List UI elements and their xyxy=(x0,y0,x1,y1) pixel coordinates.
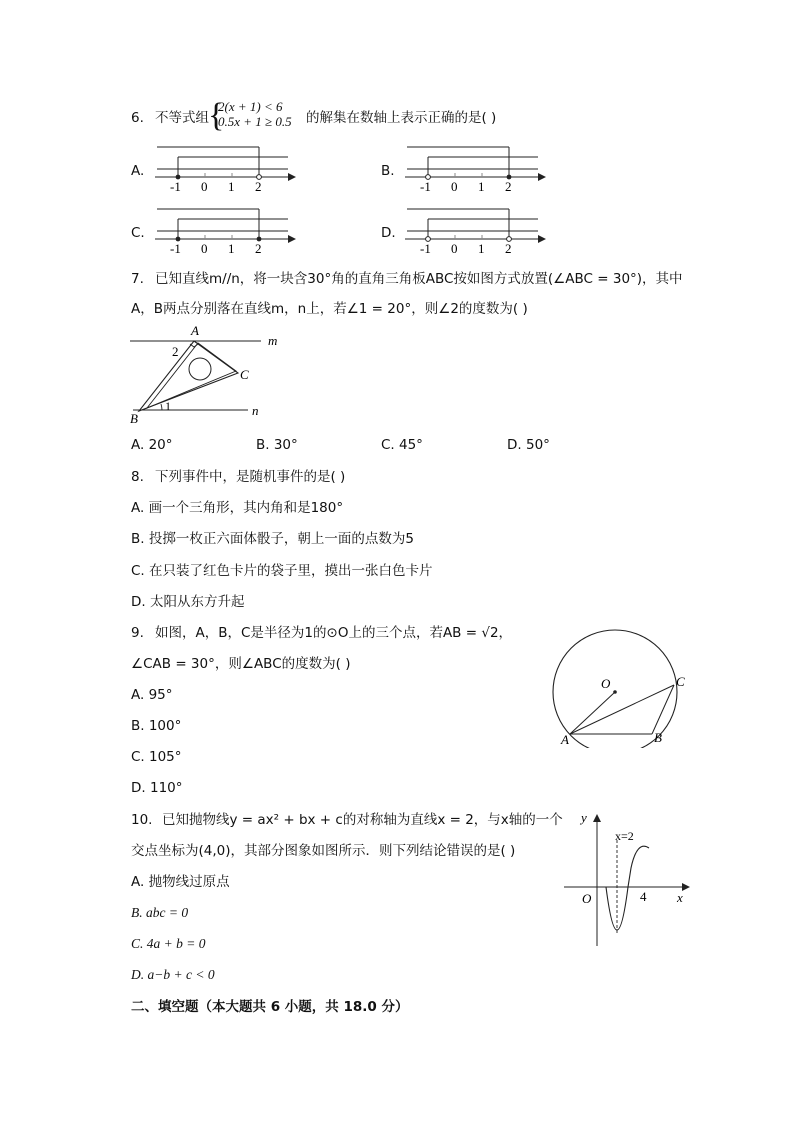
q8-option-c: C. 在只装了红色卡片的袋子里，摸出一张白色卡片 xyxy=(131,563,433,579)
tick-label: -1 xyxy=(170,179,181,194)
tick-label: 0 xyxy=(201,179,208,194)
q7-stem-line2: A，B两点分别落在直线m，n上，若∠1 = 20°，则∠2的度数为( ) xyxy=(131,301,528,317)
label-o: O xyxy=(601,676,611,691)
q10-stem-line1: 已知抛物线y = ax² + bx + c的对称轴为直线x = 2，与x轴的一个 xyxy=(162,812,563,828)
q9-stem-line1: 如图，A，B，C是半径为1的⊙O上的三个点，若AB = √2， xyxy=(155,625,513,641)
q8-option-b: B. 投掷一枚正六面体骰子，朝上一面的点数为5 xyxy=(131,531,414,547)
tick-label: 1 xyxy=(228,179,235,194)
q10-option-d: D. a−b + c < 0 xyxy=(131,967,215,982)
label-y: y xyxy=(581,810,587,825)
q6-number: 6. xyxy=(131,110,144,126)
tick-label: 2 xyxy=(505,179,512,194)
q10-option-c: C. 4a + b = 0 xyxy=(131,936,206,951)
q8-option-a: A. 画一个三角形，其内角和是180° xyxy=(131,500,344,516)
label-m: m xyxy=(268,333,278,348)
label-a: A xyxy=(191,324,199,338)
q6-option-c-label: C. xyxy=(131,225,145,241)
q9-stem-line2: ∠CAB = 30°，则∠ABC的度数为( ) xyxy=(131,656,351,672)
q6-stem-post: 的解集在数轴上表示正确的是( ) xyxy=(306,110,497,126)
label-x: x xyxy=(677,890,683,905)
q10-stem-line2: 交点坐标为(4,0)，其部分图象如图所示．则下列结论错误的是( ) xyxy=(131,843,516,859)
label-angle-2: 2 xyxy=(172,344,179,359)
tick-label: 2 xyxy=(255,241,262,256)
tick-label: 0 xyxy=(451,241,458,256)
q6-stem-pre: 不等式组 xyxy=(155,110,209,126)
number-line-d xyxy=(400,207,550,257)
tick-label: 1 xyxy=(478,179,485,194)
label-c: C xyxy=(240,367,249,382)
number-line-a xyxy=(150,145,300,195)
section-2-heading: 二、填空题（本大题共 6 小题，共 18.0 分） xyxy=(131,999,409,1015)
q9-option-b: B. 100° xyxy=(131,718,182,734)
label-b: B xyxy=(654,730,662,745)
number-line-c xyxy=(150,207,300,257)
label-angle-1: 1 xyxy=(165,399,171,413)
q7-option-d: D. 50° xyxy=(507,437,550,453)
label-axis: x=2 xyxy=(615,829,634,843)
system-brace: { xyxy=(208,97,225,134)
tick-label: -1 xyxy=(170,241,181,256)
label-n: n xyxy=(252,403,259,418)
q9-number: 9. xyxy=(131,625,144,641)
q8-option-d: D. 太阳从东方升起 xyxy=(131,594,245,610)
tick-label: 0 xyxy=(451,179,458,194)
q10-number: 10. xyxy=(131,812,153,828)
q7-option-b: B. 30° xyxy=(256,437,298,453)
tick-label: 1 xyxy=(228,241,235,256)
q9-option-a: A. 95° xyxy=(131,687,173,703)
q6-system-line2: 0.5x + 1 ≥ 0.5 xyxy=(218,114,292,129)
q9-circle-figure xyxy=(548,624,698,748)
tick-label: -1 xyxy=(420,241,431,256)
q6-option-b-label: B. xyxy=(381,163,395,179)
q7-stem-line1: 已知直线m//n，将一块含30°角的直角三角板ABC按如图方式放置(∠ABC = 30°)，其中 xyxy=(155,271,683,287)
label-four: 4 xyxy=(640,889,647,904)
q7-option-a: A. 20° xyxy=(131,437,173,453)
q10-parabola-figure xyxy=(560,810,692,950)
tick-label: 0 xyxy=(201,241,208,256)
tick-label: -1 xyxy=(420,179,431,194)
q6-option-d-label: D. xyxy=(381,225,396,241)
q9-option-d: D. 110° xyxy=(131,780,183,796)
q6-option-a-label: A. xyxy=(131,163,145,179)
q8-number: 8. xyxy=(131,469,144,485)
tick-label: 2 xyxy=(505,241,512,256)
q10-option-b: B. abc = 0 xyxy=(131,905,189,920)
label-origin: O xyxy=(582,891,592,906)
q7-option-c: C. 45° xyxy=(381,437,423,453)
number-line-b xyxy=(400,145,550,195)
right-angle-mark xyxy=(190,344,198,347)
label-b: B xyxy=(130,411,138,424)
label-c: C xyxy=(676,674,685,689)
q7-triangle-figure xyxy=(128,324,293,424)
protractor-hole xyxy=(189,358,211,380)
q10-option-a: A. 抛物线过原点 xyxy=(131,874,230,890)
label-a: A xyxy=(561,732,569,747)
q9-option-c: C. 105° xyxy=(131,749,182,765)
q7-number: 7. xyxy=(131,271,144,287)
tick-label: 1 xyxy=(478,241,485,256)
q6-system-line1: 2(x + 1) < 6 xyxy=(218,99,283,114)
tick-label: 2 xyxy=(255,179,262,194)
q8-stem: 下列事件中，是随机事件的是( ) xyxy=(155,469,346,485)
